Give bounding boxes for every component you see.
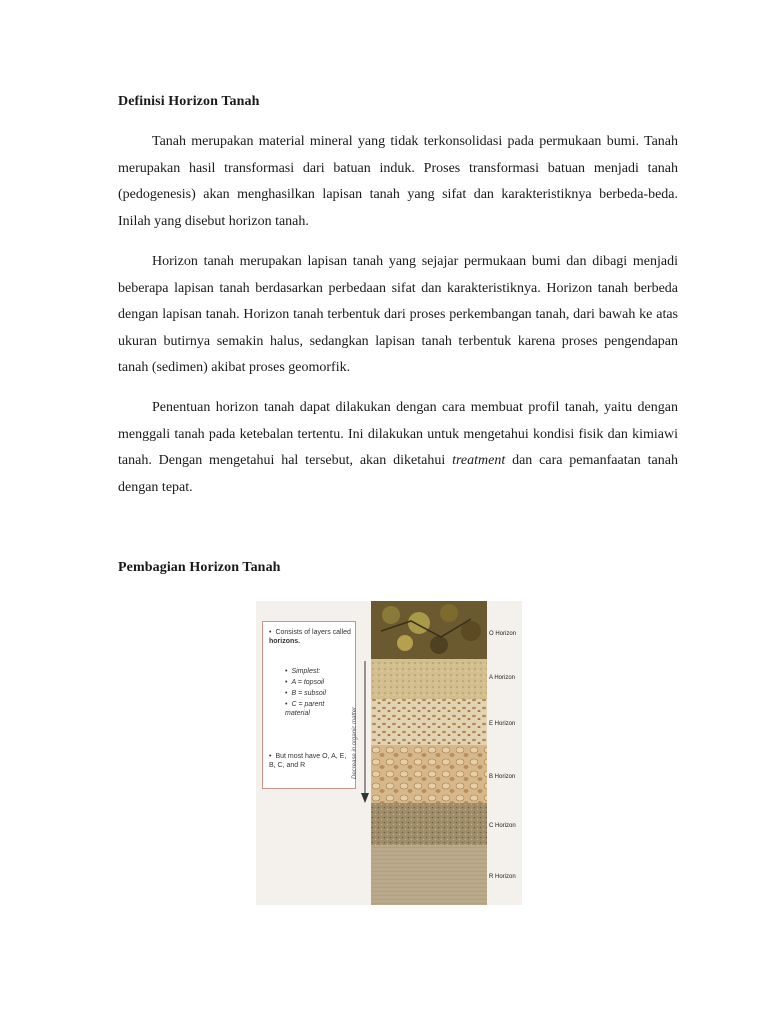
soil-horizon-figure — [256, 601, 522, 905]
section-heading-pembagian: Pembagian Horizon Tanah — [118, 560, 281, 575]
info-c: • C = parent material — [285, 700, 351, 718]
horizon-label-b: B Horizon — [489, 774, 516, 780]
info-sub-list — [285, 667, 351, 720]
info-main-bullet — [269, 628, 351, 646]
horizon-label-e: E Horizon — [489, 721, 516, 727]
paragraph-3-italic: treatment — [452, 453, 506, 468]
info-simplest: • Simplest: — [285, 667, 351, 676]
info-b: • B = subsoil — [285, 689, 351, 698]
horizon-label-o: O Horizon — [489, 631, 517, 637]
decrease-arrow-icon — [360, 661, 370, 803]
soil-profile-illustration — [371, 601, 487, 905]
paragraph-1: Tanah merupakan material mineral yang tidak terkonsolidasi pada permukaan bumi. Tanah merupakan hasil transformasi dari batuan induk. Proses transformasi batuan menjadi tanah (pedogenesis) akan menghasilkan lapisan tanah yang sifat dan karakteristiknya berbeda-beda. Inilah yang disebut horizon tanah. — [118, 134, 678, 229]
info-main-text: Consists of layers called — [275, 629, 351, 636]
paragraph-3-text-b: dan cara pemanfaatan tanah dengan tepat. — [118, 453, 678, 495]
figure-info-box — [262, 621, 356, 789]
horizon-label-c: C Horizon — [489, 823, 516, 829]
paragraph-3-text-a: Penentuan horizon tanah dapat dilakukan dengan cara membuat profil tanah, yaitu dengan menggali tanah pada ketebalan tertentu. Ini dilakukan untuk mengetahui kondisi fisik dan kimiawi tanah. Dengan mengetahui hal tersebut, akan diketahui — [118, 400, 678, 468]
info-main-bold: horizons. — [269, 638, 301, 645]
horizon-label-r: R Horizon — [489, 874, 516, 880]
paragraph-2: Horizon tanah merupakan lapisan tanah yang sejajar permukaan bumi dan dibagi menjadi beberapa lapisan tanah berdasarkan perbedaan sifat dan karakteristiknya. Horizon tanah berbeda dengan lapisan tanah. Horizon tanah terbentuk dari proses perkembangan tanah, dari bawah ke atas ukuran butirnya semakin halus, sedangkan lapisan tanah terbentuk karena proses pengendapan tanah (sedimen) akibat proses geomorfik. — [118, 254, 678, 375]
info-footer: • But most have O, A, E, B, C, and R — [269, 752, 353, 770]
section-heading-definisi: Definisi Horizon Tanah — [118, 94, 260, 109]
info-a: • A = topsoil — [285, 678, 351, 687]
arrow-label: Decrease in organic matter — [352, 706, 358, 779]
horizon-label-a: A Horizon — [489, 675, 516, 681]
paragraph-3 — [118, 395, 678, 501]
